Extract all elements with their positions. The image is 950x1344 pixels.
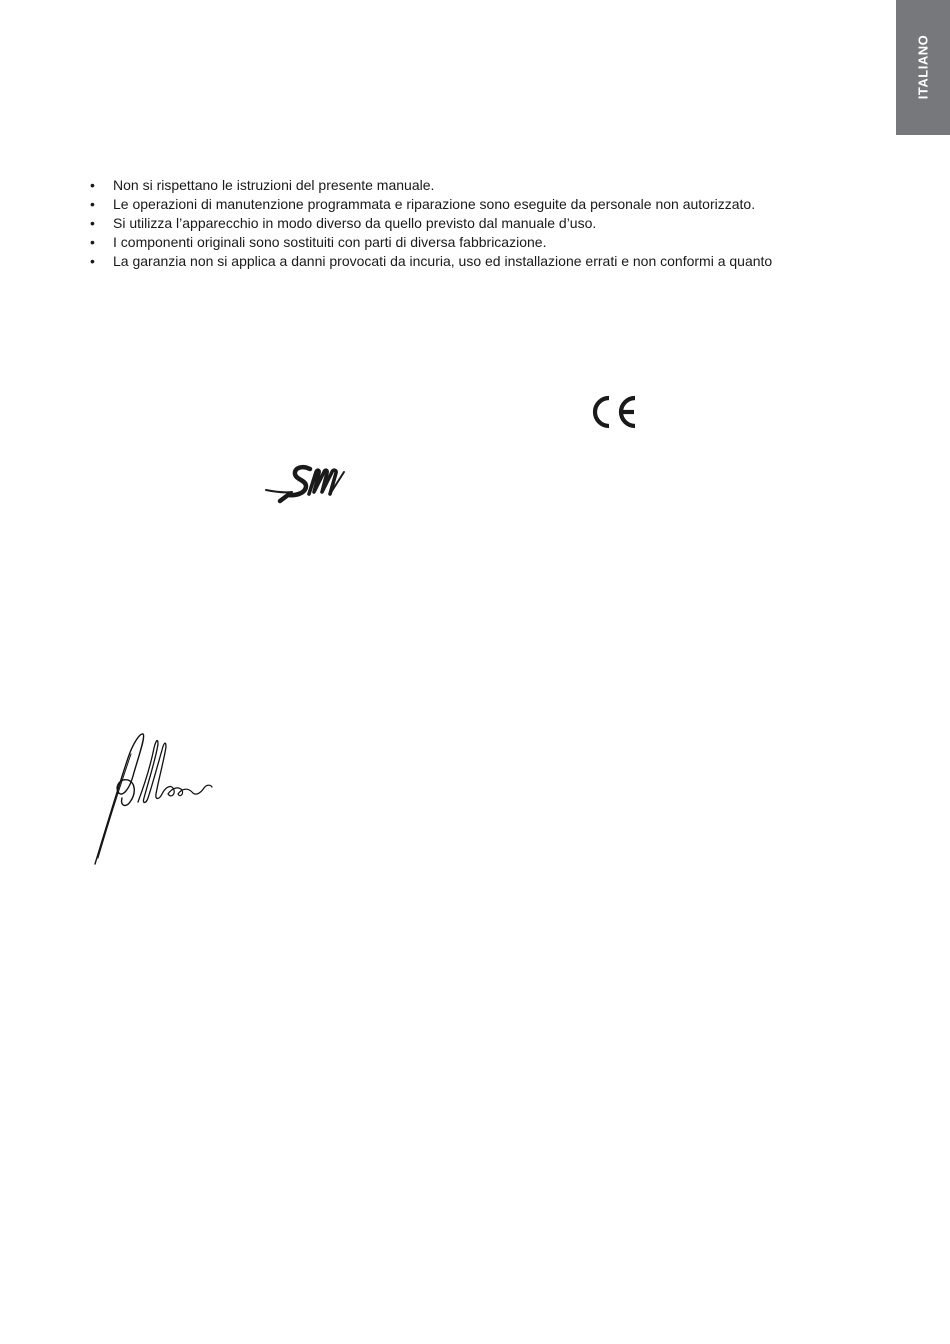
sm-logo-icon [262,462,354,506]
language-tab-label: ITALIANO [915,34,931,100]
list-item-text: I componenti originali sono sostituiti con parti di diversa fabbricazione. [113,234,547,250]
list-item-text: La garanzia non si applica a danni provocati da incuria, uso ed installazione errati e non conformi a quanto [113,253,773,269]
ce-mark-icon [590,395,638,429]
signature-image [88,728,218,868]
list-item-text: Non si rispettano le istruzioni del presente manuale. [113,177,435,193]
list-item [90,214,890,233]
list-item [90,176,890,195]
bullet-icon: • [90,196,95,212]
bullet-icon: • [90,177,95,193]
language-tab [896,0,950,135]
bullet-icon: • [90,253,95,269]
warranty-exclusions-list [90,176,890,271]
bullet-icon: • [90,234,95,250]
list-item [90,233,890,252]
bullet-icon: • [90,215,95,231]
list-item [90,195,890,214]
list-item [90,252,890,271]
list-item-text: Le operazioni di manutenzione programmata e riparazione sono eseguite da personale non autorizzato. [113,196,756,212]
list-item-text: Si utilizza l’apparecchio in modo diverso da quello previsto dal manuale d’uso. [113,215,597,231]
